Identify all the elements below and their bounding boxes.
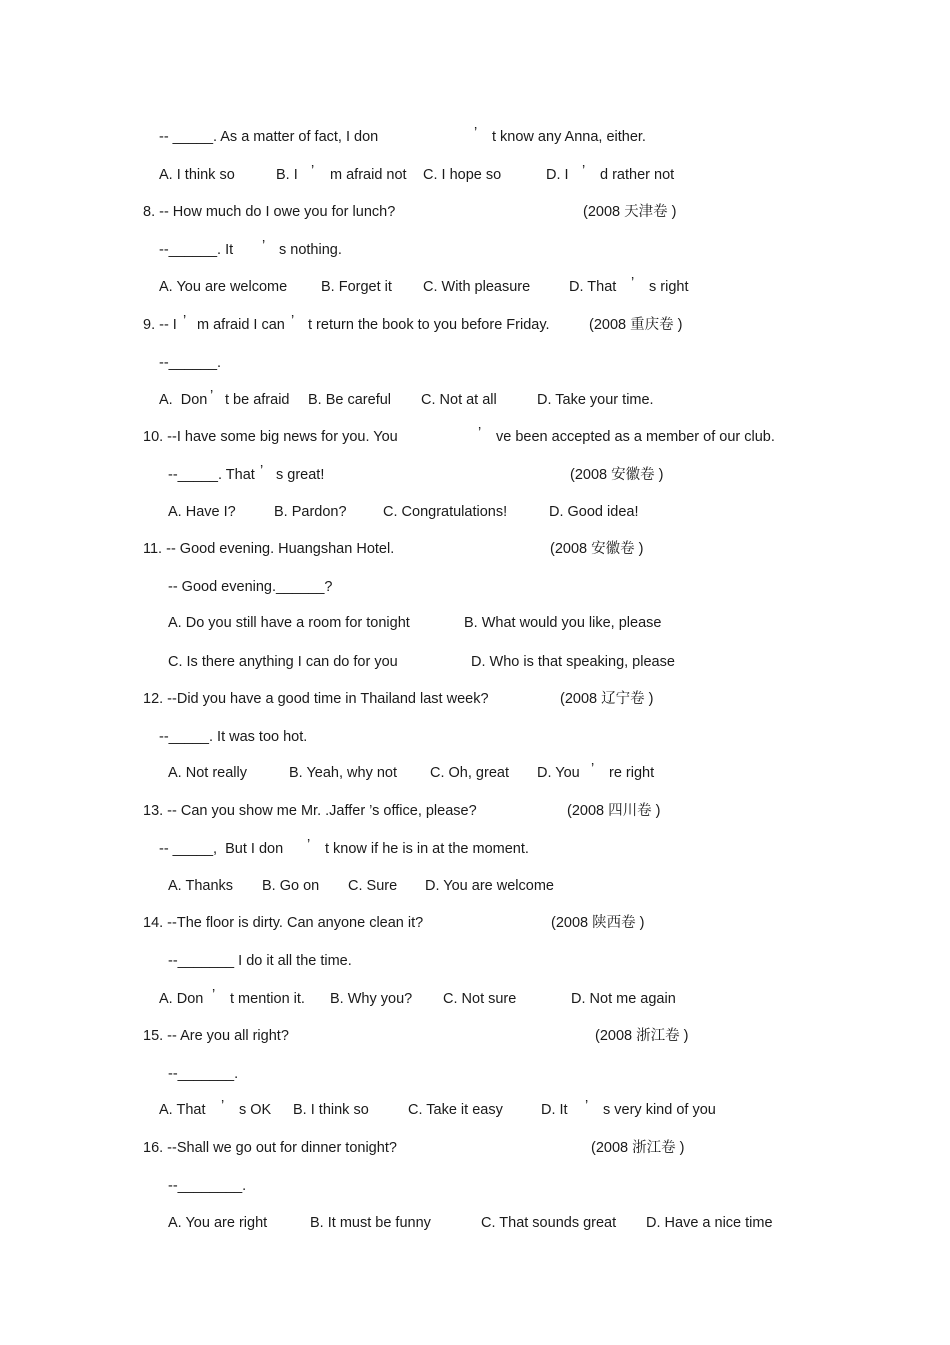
q7-option-d-cont: d rather not bbox=[600, 167, 675, 183]
q13-prompt: 13. -- Can you show me Mr. .Jaffer ’s office, please? bbox=[143, 803, 477, 819]
q14-reply: --_______ I do it all the time. bbox=[168, 953, 352, 969]
apostrophe: ’ bbox=[311, 163, 315, 179]
q12-option-d: D. You bbox=[537, 765, 580, 781]
q12-option-d-cont: re right bbox=[609, 765, 655, 781]
q16-reply: --________. bbox=[168, 1178, 247, 1194]
q12-option-c: C. Oh, great bbox=[430, 765, 509, 781]
q11-source: (2008 安徽卷 ) bbox=[550, 541, 644, 557]
q15-reply: --_______. bbox=[168, 1066, 239, 1082]
q11-option-b: B. What would you like, please bbox=[464, 615, 662, 631]
q11-prompt: 11. -- Good evening. Huangshan Hotel. bbox=[143, 541, 395, 557]
q13-option-a: A. Thanks bbox=[168, 878, 234, 894]
q7-reply: -- _____. As a matter of fact, I don bbox=[159, 129, 379, 145]
q8-prompt: 8. -- How much do I owe you for lunch? bbox=[143, 204, 396, 220]
q9-reply: --______. bbox=[159, 355, 222, 371]
q14-option-a-cont: t mention it. bbox=[230, 991, 305, 1007]
apostrophe: ’ bbox=[291, 313, 295, 329]
q12-option-a: A. Not really bbox=[168, 765, 247, 781]
apostrophe: ’ bbox=[210, 388, 214, 404]
q15-option-a-cont: s OK bbox=[239, 1102, 272, 1118]
apostrophe: ’ bbox=[591, 761, 595, 777]
q8-option-d: D. That bbox=[569, 279, 617, 295]
q7-option-b-cont: m afraid not bbox=[330, 167, 407, 183]
q7-reply-cont: t know any Anna, either. bbox=[492, 129, 646, 145]
q15-option-a: A. That bbox=[159, 1102, 206, 1118]
q8-reply-cont: s nothing. bbox=[279, 242, 342, 258]
q10-option-a: A. Have I? bbox=[168, 504, 236, 520]
q10-option-c: C. Congratulations! bbox=[383, 504, 508, 520]
q13-option-c: C. Sure bbox=[348, 878, 398, 894]
q16-option-d: D. Have a nice time bbox=[646, 1215, 773, 1231]
apostrophe: ’ bbox=[582, 163, 586, 179]
q10-reply: --_____. That bbox=[168, 467, 255, 483]
q10-reply-cont: s great! bbox=[276, 467, 325, 483]
q9-source: (2008 重庆卷 ) bbox=[589, 317, 683, 333]
q11-reply: -- Good evening.______? bbox=[168, 579, 333, 595]
apostrophe: ’ bbox=[478, 425, 482, 441]
q14-prompt: 14. --The floor is dirty. Can anyone clean it? bbox=[143, 915, 424, 931]
q16-prompt: 16. --Shall we go out for dinner tonight? bbox=[143, 1140, 397, 1156]
apostrophe: ’ bbox=[212, 987, 216, 1003]
q10-prompt-cont: ve been accepted as a member of our club. bbox=[496, 429, 775, 445]
q16-option-c: C. That sounds great bbox=[481, 1215, 617, 1231]
q13-reply-cont: t know if he is in at the moment. bbox=[325, 841, 529, 857]
q12-prompt: 12. --Did you have a good time in Thailand last week? bbox=[143, 691, 489, 707]
q13-option-b: B. Go on bbox=[262, 878, 320, 894]
q9-option-a: A. Don bbox=[159, 392, 208, 408]
q8-option-a: A. You are welcome bbox=[159, 279, 288, 295]
q10-option-d: D. Good idea! bbox=[549, 504, 639, 520]
q12-option-b: B. Yeah, why not bbox=[289, 765, 398, 781]
q7-option-a: A. I think so bbox=[159, 167, 235, 183]
q9-option-d: D. Take your time. bbox=[537, 392, 654, 408]
q9-prompt: 9. -- I bbox=[143, 317, 177, 333]
q8-option-b: B. Forget it bbox=[321, 279, 392, 295]
apostrophe: ’ bbox=[183, 313, 187, 329]
q9-prompt-cont2: t return the book to you before Friday. bbox=[308, 317, 550, 333]
q10-prompt: 10. --I have some big news for you. You bbox=[143, 429, 398, 445]
q14-option-d: D. Not me again bbox=[571, 991, 676, 1007]
q11-option-a: A. Do you still have a room for tonight bbox=[168, 615, 410, 631]
q8-option-c: C. With pleasure bbox=[423, 279, 531, 295]
q15-option-d: D. It bbox=[541, 1102, 568, 1118]
q16-source: (2008 浙江卷 ) bbox=[591, 1140, 685, 1156]
q13-option-d: D. You are welcome bbox=[425, 878, 554, 894]
q13-reply: -- _____, But I don bbox=[159, 841, 284, 857]
q9-option-b: B. Be careful bbox=[308, 392, 392, 408]
q14-option-b: B. Why you? bbox=[330, 991, 413, 1007]
q9-prompt-cont: m afraid I can bbox=[197, 317, 285, 333]
q11-option-d: D. Who is that speaking, please bbox=[471, 654, 675, 670]
q9-option-c: C. Not at all bbox=[421, 392, 497, 408]
q16-option-b: B. It must be funny bbox=[310, 1215, 431, 1231]
q12-source: (2008 辽宁卷 ) bbox=[560, 691, 654, 707]
q15-option-b: B. I think so bbox=[293, 1102, 369, 1118]
apostrophe: ’ bbox=[585, 1098, 589, 1114]
q7-option-b: B. I bbox=[276, 167, 298, 183]
q15-option-d-cont: s very kind of you bbox=[603, 1102, 716, 1118]
q8-reply: --______. It bbox=[159, 242, 234, 258]
q15-option-c: C. Take it easy bbox=[408, 1102, 503, 1118]
q15-prompt: 15. -- Are you all right? bbox=[143, 1028, 289, 1044]
q14-source: (2008 陕西卷 ) bbox=[551, 915, 645, 931]
apostrophe: ’ bbox=[631, 275, 635, 291]
apostrophe: ’ bbox=[474, 125, 478, 141]
apostrophe: ’ bbox=[307, 837, 311, 853]
q8-source: (2008 天津卷 ) bbox=[583, 204, 677, 220]
q14-option-a: A. Don bbox=[159, 991, 204, 1007]
q13-source: (2008 四川卷 ) bbox=[567, 803, 661, 819]
q9-option-a-cont: t be afraid bbox=[225, 392, 290, 408]
q10-source: (2008 安徽卷 ) bbox=[570, 467, 664, 483]
q7-option-d: D. I bbox=[546, 167, 569, 183]
apostrophe: ’ bbox=[260, 463, 264, 479]
q12-reply: --_____. It was too hot. bbox=[159, 729, 308, 745]
q15-source: (2008 浙江卷 ) bbox=[595, 1028, 689, 1044]
q16-option-a: A. You are right bbox=[168, 1215, 268, 1231]
q11-option-c: C. Is there anything I can do for you bbox=[168, 654, 398, 670]
q14-option-c: C. Not sure bbox=[443, 991, 517, 1007]
apostrophe: ’ bbox=[221, 1098, 225, 1114]
q7-option-c: C. I hope so bbox=[423, 167, 502, 183]
q8-option-d-cont: s right bbox=[649, 279, 689, 295]
q10-option-b: B. Pardon? bbox=[274, 504, 347, 520]
apostrophe: ’ bbox=[262, 238, 266, 254]
